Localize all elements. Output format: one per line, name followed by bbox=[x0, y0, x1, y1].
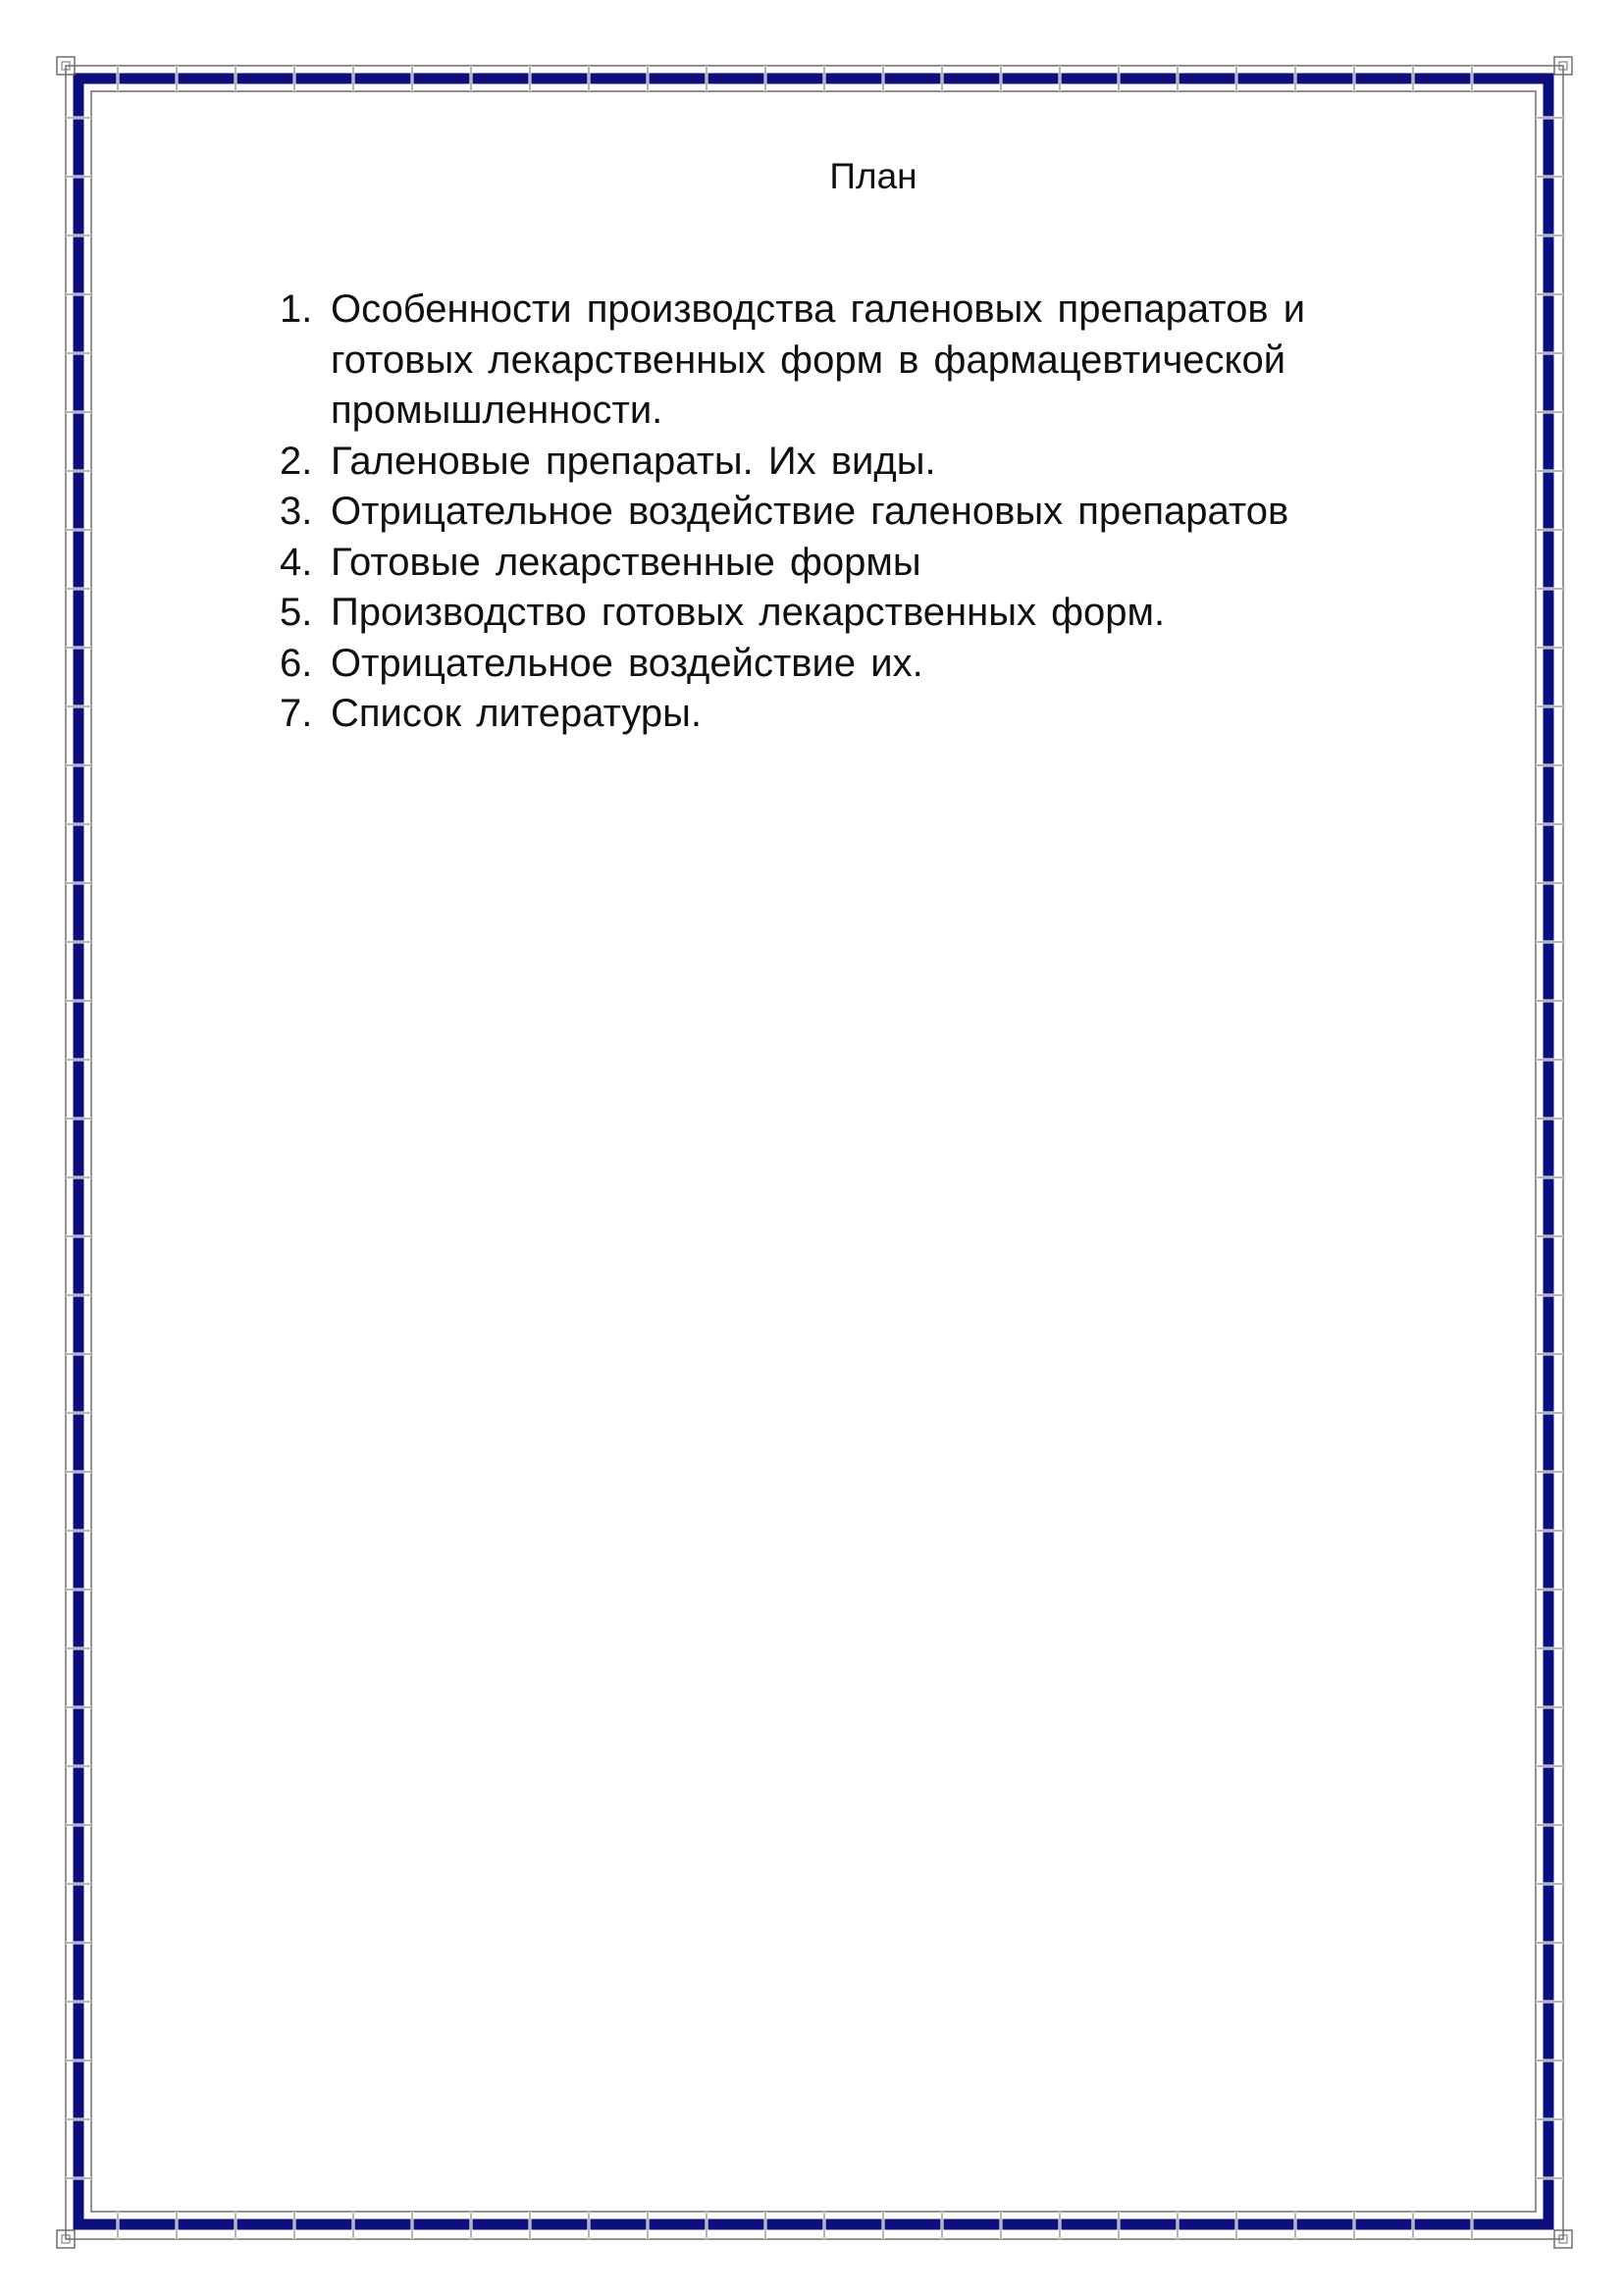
plan-item-text-line: Производство готовых лекарственных форм. bbox=[331, 591, 1166, 634]
plan-item bbox=[275, 639, 1433, 690]
plan-item-number: 3. bbox=[280, 490, 313, 533]
plan-item-number: 1. bbox=[280, 287, 313, 331]
plan-item bbox=[275, 285, 1433, 437]
plan-item-number: 2. bbox=[280, 439, 313, 483]
plan-item bbox=[275, 689, 1433, 740]
plan-item-text-line: промышленности. bbox=[331, 389, 663, 432]
plan-item bbox=[275, 487, 1433, 538]
plan-item-text-line: Галеновые препараты. Их виды. bbox=[331, 439, 936, 483]
plan-item bbox=[275, 538, 1433, 589]
plan-item-text-line: Список литературы. bbox=[331, 692, 703, 735]
page-title: План bbox=[829, 156, 917, 196]
plan-item-text-line: Отрицательное воздействие галеновых препаратов bbox=[331, 490, 1289, 533]
plan-item bbox=[275, 437, 1433, 488]
plan-item-number: 4. bbox=[280, 540, 313, 584]
plan-item-number: 5. bbox=[280, 591, 313, 634]
plan-item bbox=[275, 588, 1433, 639]
plan-item-text-line: готовых лекарственных форм в фармацевтической bbox=[331, 338, 1286, 382]
plan-item-text-line: Готовые лекарственные формы bbox=[331, 540, 921, 584]
plan-item-number: 6. bbox=[280, 641, 313, 685]
plan-list bbox=[275, 285, 1433, 740]
plan-item-text-line: Отрицательное воздействие их. bbox=[331, 641, 923, 685]
plan-item-text-line: Особенности производства галеновых препаратов и bbox=[331, 287, 1306, 331]
plan-item-number: 7. bbox=[280, 692, 313, 735]
